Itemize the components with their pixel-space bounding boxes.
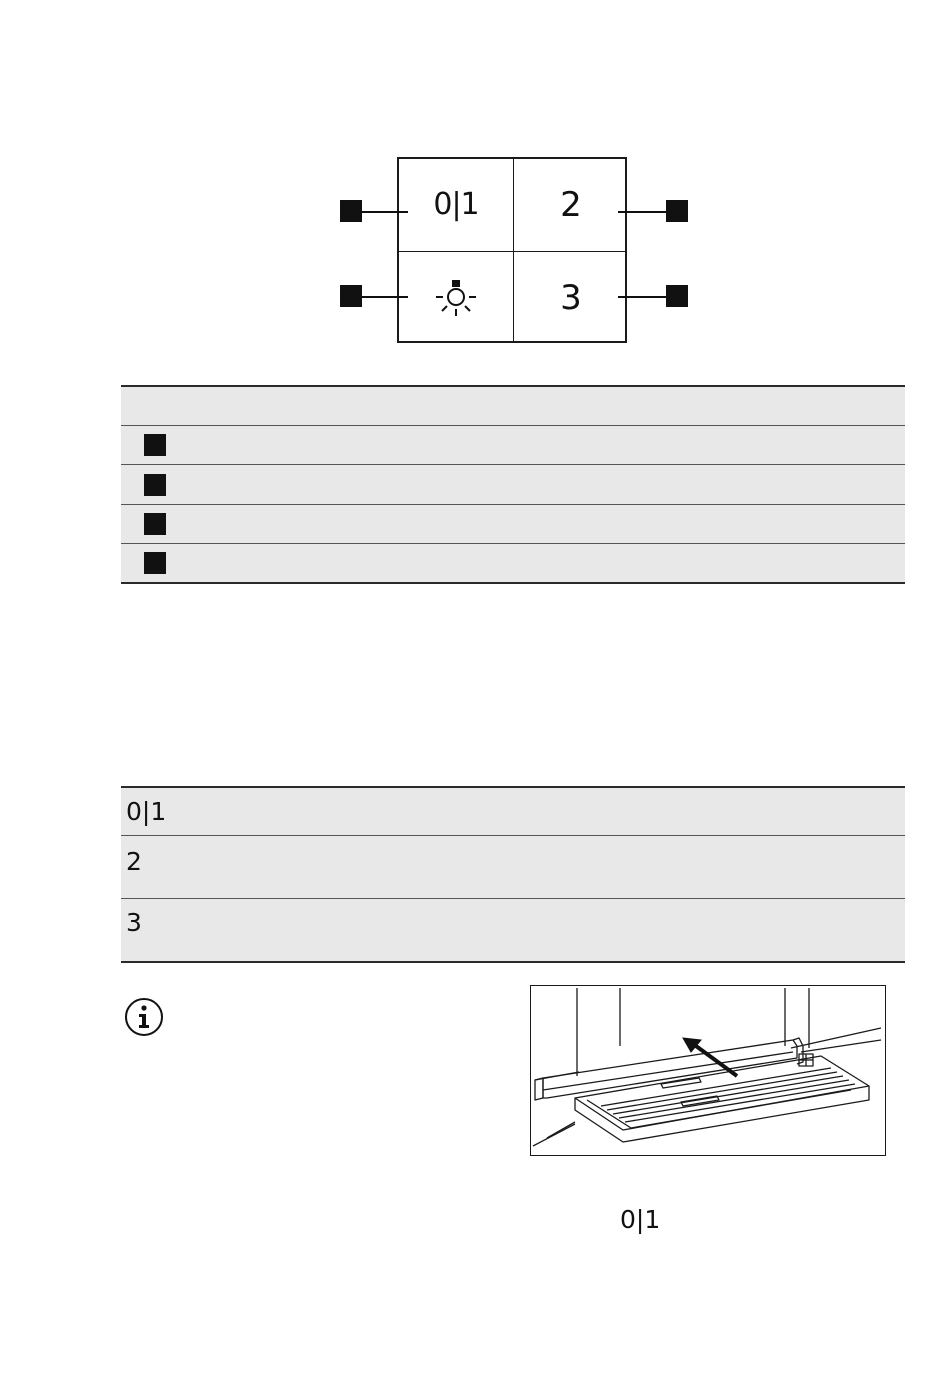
table2-symbol: 3 [126, 908, 142, 937]
speed-3-key[interactable] [514, 252, 628, 344]
callout-marker [144, 434, 166, 456]
table2-row [121, 899, 905, 961]
table1-header [121, 387, 905, 425]
table1-bottom-rule [121, 582, 905, 584]
callout-leader-speed-3 [618, 296, 666, 298]
callout-marker-light [340, 285, 362, 307]
speed-2-key[interactable] [514, 159, 628, 251]
light-bulb-icon [434, 278, 478, 318]
table1-row [121, 544, 905, 582]
callout-leader-light [362, 296, 408, 298]
info-icon [124, 997, 164, 1037]
table1-row [121, 505, 905, 543]
light-key[interactable] [399, 252, 513, 344]
table2-row [121, 788, 905, 835]
callout-marker [144, 513, 166, 535]
on-off-key[interactable] [399, 159, 513, 251]
hood-drawer-drawing [531, 986, 884, 1154]
table1-row [121, 465, 905, 504]
table2-symbol: 2 [126, 847, 142, 876]
on-off-symbol: 0|1 [620, 1205, 661, 1234]
callout-leader-speed-2 [618, 211, 666, 213]
table2-bottom-rule [121, 961, 905, 963]
callout-leader-on-off [362, 211, 408, 213]
control-panel [397, 157, 627, 343]
callout-marker [144, 474, 166, 496]
callout-marker-speed-3 [666, 285, 688, 307]
callout-marker-on-off [340, 200, 362, 222]
hood-drawer-illustration [530, 985, 886, 1156]
table1-row [121, 426, 905, 464]
callout-marker [144, 552, 166, 574]
table2-symbol: 0|1 [126, 797, 167, 826]
on-off-key-label: 0|1 [433, 187, 479, 222]
table2-row [121, 836, 905, 898]
speed-3-key-label: 3 [560, 278, 582, 318]
speed-2-key-label: 2 [560, 185, 582, 225]
callout-marker-speed-2 [666, 200, 688, 222]
